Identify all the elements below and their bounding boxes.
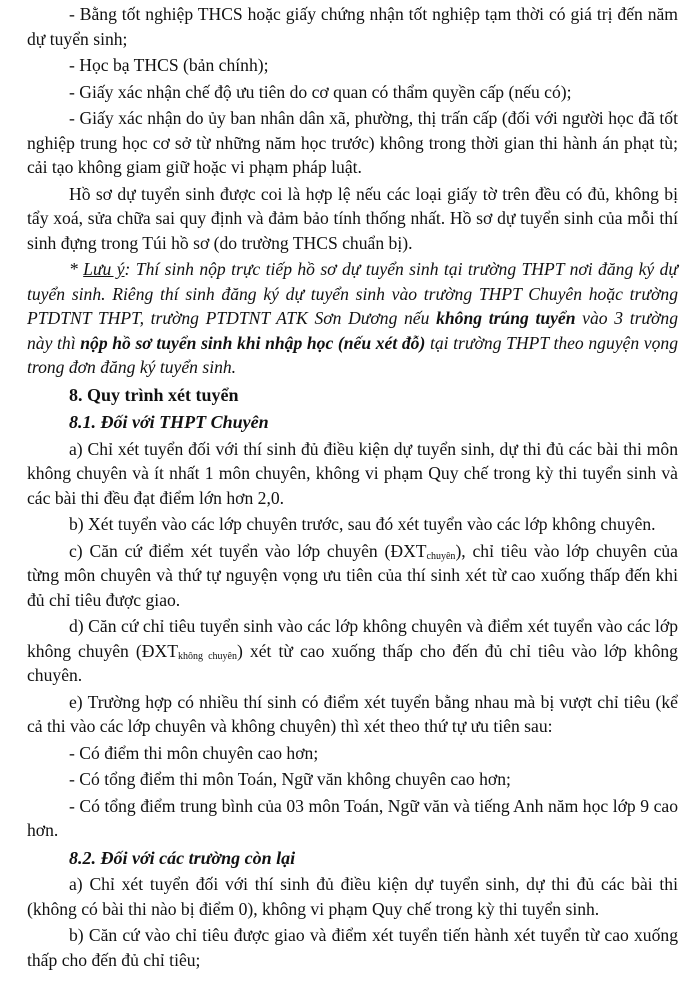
priority-item: - Có tổng điểm thi môn Toán, Ngữ văn không chuyên cao hơn; [69,769,511,789]
subsection-heading: 8.2. Đối với các trường còn lại [69,847,296,868]
requirement-bullet: - Giấy xác nhận do ủy ban nhân dân xã, phường, thị trấn cấp (đối với người học đã tốt nghiệp trung học cơ sở từ những năm học trước) không trong thời gian thi hành án phạt tù; cải tạo không giam giữ hoặc vi phạm pháp luật. [27,108,678,177]
note-text: vào 3 trường này thì [27,308,679,353]
clause-d [27,614,678,688]
validity-paragraph: Hồ sơ dự tuyển sinh được coi là hợp lệ nếu các loại giấy tờ trên đều có đủ, không bị tẩy xoá, sửa chữa sai quy định và đảm bảo tính thống nhất. Hồ sơ dự tuyển sinh của mỗi thí sinh đựng trong Túi hồ sơ (do trường THCS chuẩn bị). [27,183,678,253]
clause-a: a) Chỉ xét tuyển đối với thí sinh đủ điều kiện dự tuyển sinh, dự thi đủ các bài thi (không có bài thi nào bị điểm 0), không vi phạm Quy chế trong kỳ thi tuyển sinh. [27,874,678,919]
note-text: : Thí sinh nộp trực tiếp hồ sơ dự tuyển sinh tại trường THPT nơi đăng ký dự tuyển sinh. Riêng thí sinh đăng ký dự tuyển sinh vào trường THPT Chuyên hoặc trường PTDTNT THPT, trường PTDTNT ATK Sơn Dương nếu [27,259,678,328]
clause-text: ), chỉ tiêu vào lớp chuyên của từng môn chuyên và thứ tự nguyện vọng ưu tiên của thí sinh xét từ cao xuống thấp đến khi đủ chỉ tiêu được giao. [27,540,678,610]
priority-item: - Có tổng điểm trung bình của 03 môn Toán, Ngữ văn và tiếng Anh năm học lớp 9 cao hơn. [27,795,678,840]
requirement-bullet: - Bằng tốt nghiệp THCS hoặc giấy chứng nhận tốt nghiệp tạm thời có giá trị đến năm dự tuyển sinh; [27,4,678,49]
clause-c [27,539,678,613]
note-prefix: * [69,259,84,279]
clause-text: c) Căn cứ điểm xét tuyển vào lớp chuyên (ĐXT [69,540,427,561]
note-emphasis: không trúng tuyển [436,308,576,328]
clause-b: b) Căn cứ vào chỉ tiêu được giao và điểm xét tuyển tiến hành xét tuyển từ cao xuống thấp cho đến đủ chỉ tiêu; [27,925,678,970]
clause-a: a) Chỉ xét tuyển đối với thí sinh đủ điều kiện dự tuyển sinh, dự thi đủ các bài thi môn không chuyên và ít nhất 1 môn chuyên, không vi phạm Quy chế trong kỳ thi tuyển sinh và các bài thi đều đạt điểm lớn hơn 2,0. [27,438,678,508]
note-paragraph [27,257,678,380]
note-text: tại trường THPT theo nguyện vọng trong đơn đăng ký tuyển sinh. [27,332,678,377]
clause-text: d) Căn cứ chỉ tiêu tuyển sinh vào các lớp không chuyên và điểm xét tuyển vào các lớp không chuyên (ĐXT [27,616,678,661]
section-heading: 8. Quy trình xét tuyển [69,384,239,405]
requirement-bullet: - Giấy xác nhận chế độ ưu tiên do cơ quan có thẩm quyền cấp (nếu có); [69,81,572,102]
clause-text: ) xét từ cao xuống thấp cho đến đủ chỉ tiêu vào lớp không chuyên. [27,640,678,685]
requirement-bullet: - Học bạ THCS (bản chính); [69,55,269,75]
subsection-heading: 8.1. Đối với THPT Chuyên [69,412,269,432]
note-emphasis: nộp hồ sơ tuyển sinh khi nhập học (nếu xét đỗ) [80,332,426,353]
subscript: chuyên [426,550,456,562]
priority-item: - Có điểm thi môn chuyên cao hơn; [69,742,319,763]
subscript: không chuyên [177,650,237,662]
clause-e: e) Trường hợp có nhiều thí sinh có điểm xét tuyển bằng nhau mà bị vượt chỉ tiêu (kể cả thi vào các lớp chuyên và không chuyên) thì xét theo thứ tự ưu tiên sau: [27,691,678,736]
note-label: Lưu ý [83,259,125,279]
clause-b: b) Xét tuyển vào các lớp chuyên trước, sau đó xét tuyển vào các lớp không chuyên. [69,514,656,534]
